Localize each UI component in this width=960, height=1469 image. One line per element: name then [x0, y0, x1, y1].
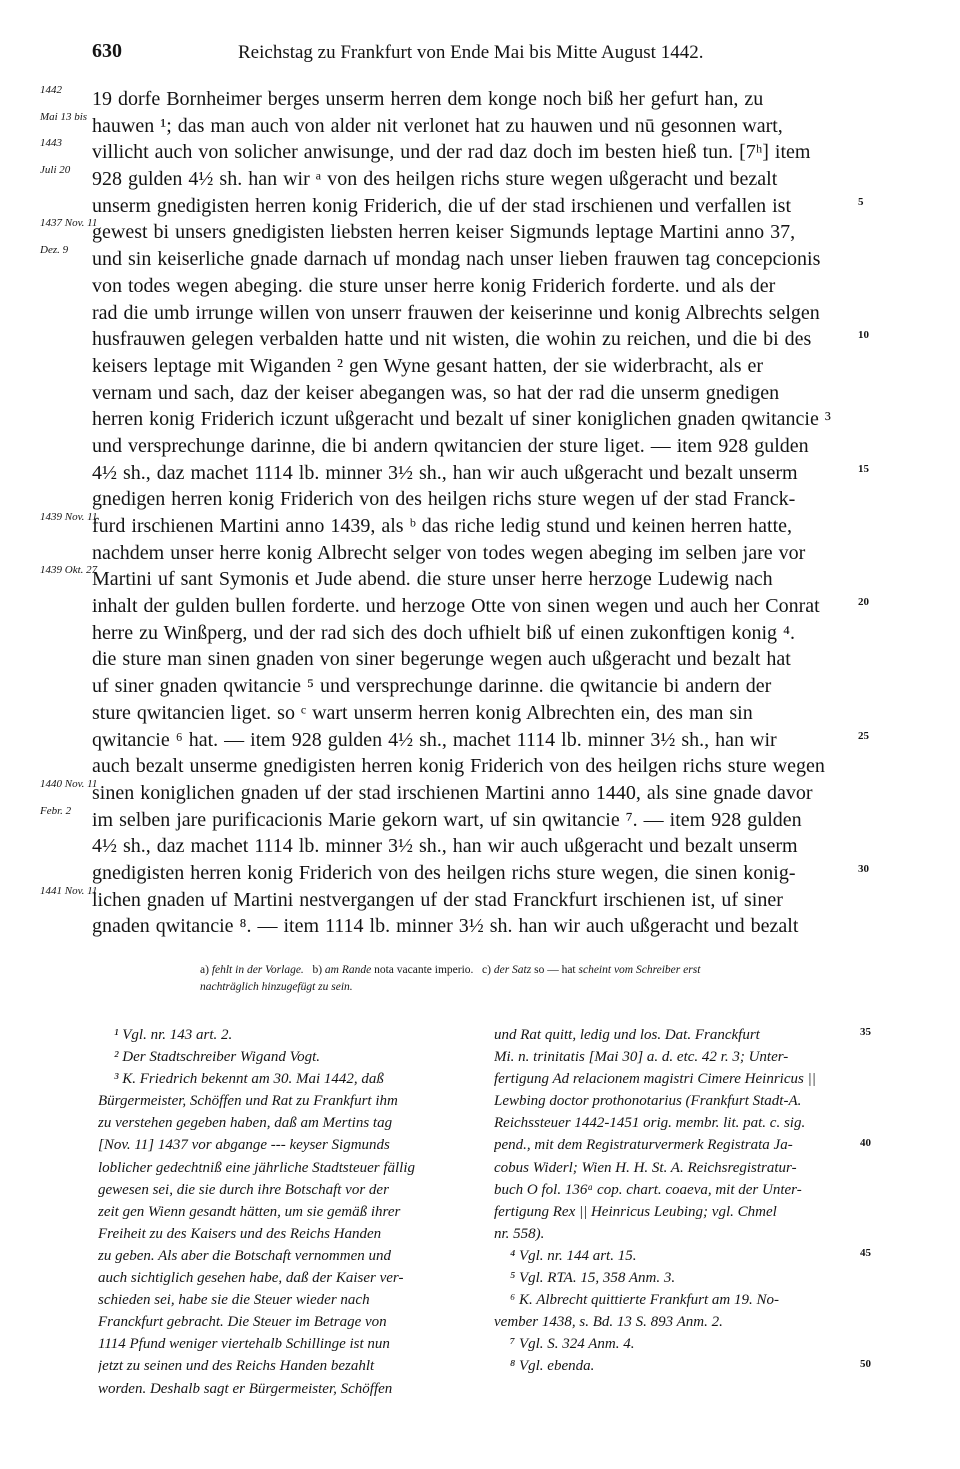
text-line	[0, 353, 960, 380]
text-line	[0, 620, 960, 647]
text-line	[0, 673, 960, 700]
footnotes-right-column	[494, 1024, 854, 1378]
footnote-line: Lewbing doctor prothonotarius (Frankfurt Stadt-A.	[494, 1093, 802, 1110]
footnote-line: 1114 Pfund weniger viertehalb Schillinge ist nun	[98, 1336, 390, 1353]
line-text: villicht auch von solicher anwisunge, und der rad daz doch im besten hieß tun. [7ʰ] item	[92, 141, 811, 164]
line-number: 25	[858, 729, 869, 742]
line-text: uf siner gnaden qwitancie ⁵ und versprechunge darinne. die qwitancie bi andern der	[92, 675, 772, 698]
text-line	[0, 913, 960, 940]
footnotes-left-column	[98, 1024, 474, 1400]
text-line	[0, 406, 960, 433]
line-text: gnedigen herren konig Friderich von des heilgen richs sture wegen uf der stad Franck-	[92, 488, 796, 511]
text-line	[0, 486, 960, 513]
text-line	[0, 219, 960, 246]
line-text: keisers leptage mit Wiganden ² gen Wyne gesant hatten, der sie widerbracht, als er	[92, 354, 764, 377]
text-line	[0, 513, 960, 540]
line-text: gewest bi unsers gnedigisten liebsten herren keiser Sigmunds leptage Martini anno 37,	[92, 221, 796, 244]
footnote-line: und Rat quitt, ledig und los. Dat. Franckfurt	[494, 1027, 760, 1043]
line-text: im selben jare purificacionis Marie gekorn wart, uf sin qwitancie ⁷. — item 928 gulden	[92, 808, 802, 831]
text-line	[0, 86, 960, 113]
page-header	[0, 40, 960, 70]
line-text: und sin keiserliche gnade darnach uf mondag nach unser lieben frauwen tag concepcionis	[92, 248, 821, 271]
footnote-line: jetzt zu seinen und des Reichs Handen bezahlt	[98, 1358, 375, 1375]
margin-date: 1439 Nov. 11	[40, 511, 98, 523]
text-line	[0, 110, 960, 140]
text-line	[0, 139, 960, 166]
line-text: nachdem unser herre konig Albrecht selger von todes wegen abeging im selben jare vor	[92, 541, 806, 564]
variant-c-label: c)	[482, 964, 491, 976]
footnote-line: ⁶ K. Albrecht quittierte Frankfurt am 19. No-	[510, 1292, 779, 1309]
line-text: gnaden qwitancie ⁸. — item 1114 lb. minner 3½ sh. han wir auch ußgeracht und bezalt	[92, 915, 799, 938]
footnote-line: zeit gen Wienn gesandt hätten, um sie gemäß ihrer	[98, 1203, 401, 1220]
footnote-line-number: 35	[860, 1026, 871, 1038]
footnote-line: Reichssteuer 1442-1451 orig. membr. lit. pat. c. sig.	[494, 1115, 806, 1132]
variant-c-text2: scheint vom Schreiber erst	[578, 964, 701, 976]
margin-date: Mai 13 bis	[40, 110, 88, 123]
footnote-line: ⁵ Vgl. RTA. 15, 358 Anm. 3.	[510, 1270, 676, 1287]
footnote-line: worden. Deshalb sagt er Bürgermeister, Schöffen	[98, 1380, 393, 1397]
variant-c-text: so — hat	[534, 964, 576, 976]
margin-date: 1443	[40, 137, 62, 150]
line-text: herre zu Winßperg, und der rad sich des doch ufhielt biß uf einen zukonftigen konig ⁴.	[92, 621, 796, 644]
margin-date: 1437 Nov. 11	[40, 217, 98, 230]
margin-date: 1439 Okt. 27	[40, 564, 98, 577]
footnote-line: ¹ Vgl. nr. 143 art. 2.	[114, 1027, 233, 1043]
line-text: 4½ sh., daz machet 1114 lb. minner 3½ sh., han wir auch ußgeracht und bezalt unserm	[92, 835, 798, 858]
footnote-line-number: 40	[860, 1136, 871, 1149]
text-line	[0, 777, 960, 807]
text-line	[0, 727, 960, 754]
variant-b-text: nota vacante imperio.	[374, 964, 474, 976]
line-text: herren konig Friderich iczunt ußgeracht und bezalt uf siner koniglichen gnaden qwitancie ³	[92, 408, 831, 431]
line-number: 10	[858, 329, 869, 342]
variant-c-italic: der Satz	[493, 964, 532, 976]
variant-a-label: a)	[200, 964, 209, 976]
line-text: gnedigisten herren konig Friderich von des heilgen richs sture wegen, die sinen konig-	[92, 861, 796, 884]
line-text: inhalt der gulden bullen forderte. und herzoge Otte von sinen wegen und auch her Conrat	[92, 595, 820, 618]
margin-date: Juli 20	[40, 164, 71, 177]
line-number: 20	[858, 596, 869, 609]
line-text: qwitancie ⁶ hat. — item 928 gulden 4½ sh., machet 1114 lb. minner 3½ sh., han wir	[92, 728, 777, 751]
line-text: 4½ sh., daz machet 1114 lb. minner 3½ sh., han wir auch ußgeracht und bezalt unserm	[92, 461, 798, 484]
footnote-line: ⁷ Vgl. S. 324 Anm. 4.	[510, 1336, 635, 1353]
text-line	[0, 273, 960, 300]
margin-date: Dez. 9	[40, 244, 69, 257]
line-number: 5	[858, 195, 864, 208]
footnote-line: gewesen sei, die sie durch ihre Botschaft vor der	[98, 1181, 389, 1198]
line-text: sinen koniglichen gnaden uf der stad irschienen Martini anno 1440, als sine gnade davor	[92, 781, 813, 804]
margin-date: Febr. 2	[40, 804, 72, 817]
line-text: Martini uf sant Symonis et Jude abend. die sture unser herre herzoge Ludewig nach	[92, 568, 773, 591]
running-head: Reichstag zu Frankfurt von Ende Mai bis Mitte August 1442.	[238, 42, 704, 63]
footnote-line: pend., mit dem Registraturvermerk Registrata Ja-	[494, 1137, 793, 1154]
text-line	[0, 860, 960, 887]
text-line	[0, 540, 960, 567]
footnote-line: fertigung Ad relacionem magistri Cimere Heinricus ||	[494, 1071, 816, 1088]
footnote-line: fertigung Rex || Heinricus Leubing; vgl. Chmel	[494, 1203, 777, 1220]
text-line	[0, 833, 960, 860]
line-text: rad die umb irrunge willen von unserr frauwen der keiserinne und konig Albrechts selgen	[92, 301, 820, 324]
line-text: hauwen ¹; das man auch von alder nit verlonet hat zu hauwen und nū gesonnen wart,	[92, 114, 783, 137]
line-text: 928 gulden 4½ sh. han wir ᵃ von des heilgen richs sture wegen ußgeracht und bezalt	[92, 168, 778, 191]
line-text: unserm gnedigisten herren konig Friderich, die uf der stad irschienen und verfallen ist	[92, 194, 792, 217]
text-line	[0, 753, 960, 780]
text-line	[0, 804, 960, 834]
line-text: 19 dorfe Bornheimer berges unserm herren dem konge noch biß her gefurt han, zu	[92, 88, 764, 110]
footnote-line: auch sichtiglich gesehen habe, daß der Kaiser ver-	[98, 1270, 404, 1287]
text-line	[0, 166, 960, 193]
line-number: 30	[858, 862, 869, 875]
text-line	[0, 380, 960, 407]
line-text: und versprechunge darinne, die bi andern qwitancien der sture liget. — item 928 gulden	[92, 434, 809, 457]
variant-a-text: fehlt in der Vorlage.	[211, 964, 304, 976]
line-text: vernam und sach, daz der keiser abegangen was, so hat der rad die unserm gnedigen	[92, 381, 780, 404]
line-text: furd irschienen Martini anno 1439, als ᵇ das riche ledig stund und keinen herren hatte,	[92, 515, 792, 537]
text-line	[0, 884, 960, 914]
page-number: 630	[92, 40, 122, 62]
line-text: die sture man sinen gnaden von siner begerunge wegen auch ußgeracht und bezalt hat	[92, 648, 791, 671]
footnote-line: ² Der Stadtschreiber Wigand Vogt.	[114, 1049, 321, 1066]
main-text	[0, 86, 960, 940]
text-line	[0, 700, 960, 727]
footnote-line: zu verstehen gegeben haben, daß am Mertins tag	[98, 1115, 393, 1132]
text-line	[0, 433, 960, 460]
footnote-line: nr. 558).	[494, 1225, 545, 1242]
text-line	[0, 246, 960, 273]
text-line	[0, 593, 960, 620]
footnote-line: loblicher gedechtniß eine jährliche Stadtsteuer fällig	[98, 1159, 416, 1176]
line-text: husfrauwen gelegen verbalden hatte und nit wisten, die wohin zu reichen, und die bi des	[92, 328, 812, 351]
footnote-line: ³ K. Friedrich bekennt am 30. Mai 1442, daß	[114, 1071, 384, 1088]
line-number: 15	[858, 462, 869, 475]
variant-b-italic: am Rande	[324, 964, 372, 976]
margin-date: 1442	[40, 84, 62, 96]
variant-c-text3: nachträglich hinzugefügt zu sein.	[200, 981, 353, 993]
footnote-line: Mi. n. trinitatis [Mai 30] a. d. etc. 42 r. 3; Unter-	[494, 1049, 789, 1066]
footnote-line: cobus Widerl; Wien H. H. St. A. Reichsregistratur-	[494, 1159, 797, 1176]
line-text: sture qwitancien liget. so ᶜ wart unserm herren konig Albrechten ein, des man sin	[92, 701, 753, 724]
footnote-line: buch O fol. 136ᵃ cop. chart. coaeva, mit der Unter-	[494, 1181, 802, 1198]
footnote-line-number: 45	[860, 1247, 871, 1259]
text-line	[0, 646, 960, 673]
text-variants-apparatus	[200, 962, 880, 996]
footnote-line-number: 50	[860, 1357, 871, 1370]
footnote-line: ⁸ Vgl. ebenda.	[510, 1358, 595, 1375]
line-text: von todes wegen abeging. die sture unser herre konig Friderich forderte. und als der	[92, 274, 776, 297]
text-line	[0, 566, 960, 593]
line-text: auch bezalt unserme gnedigisten herren konig Friderich von des heilgen richs sture wegen	[92, 755, 825, 778]
text-line	[0, 460, 960, 487]
footnote-line: zu geben. Als aber die Botschaft vernommen und	[98, 1247, 392, 1264]
variant-b-label: b)	[312, 964, 323, 976]
margin-date: 1440 Nov. 11	[40, 777, 98, 790]
footnote-line: Freiheit zu des Kaisers und des Reichs Handen	[98, 1225, 382, 1242]
footnote-line: schieden sei, habe sie die Steuer wieder nach	[98, 1292, 370, 1309]
footnote-line: vember 1438, s. Bd. 13 S. 893 Anm. 2.	[494, 1314, 723, 1331]
text-line	[0, 300, 960, 327]
footnote-line: Franckfurt gebracht. Die Steuer im Betrage von	[98, 1314, 387, 1331]
margin-date: 1441 Nov. 11	[40, 884, 98, 897]
footnote-line: [Nov. 11] 1437 vor abgange --- keyser Sigmunds	[98, 1137, 390, 1154]
line-text: lichen gnaden uf Martini nestvergangen uf der stad Franckfurt irschienen ist, uf siner	[92, 888, 783, 911]
text-line	[0, 193, 960, 220]
footnote-line: ⁴ Vgl. nr. 144 art. 15.	[510, 1247, 637, 1264]
text-line	[0, 326, 960, 353]
footnote-line: Bürgermeister, Schöffen und Rat zu Frankfurt ihm	[98, 1093, 398, 1110]
